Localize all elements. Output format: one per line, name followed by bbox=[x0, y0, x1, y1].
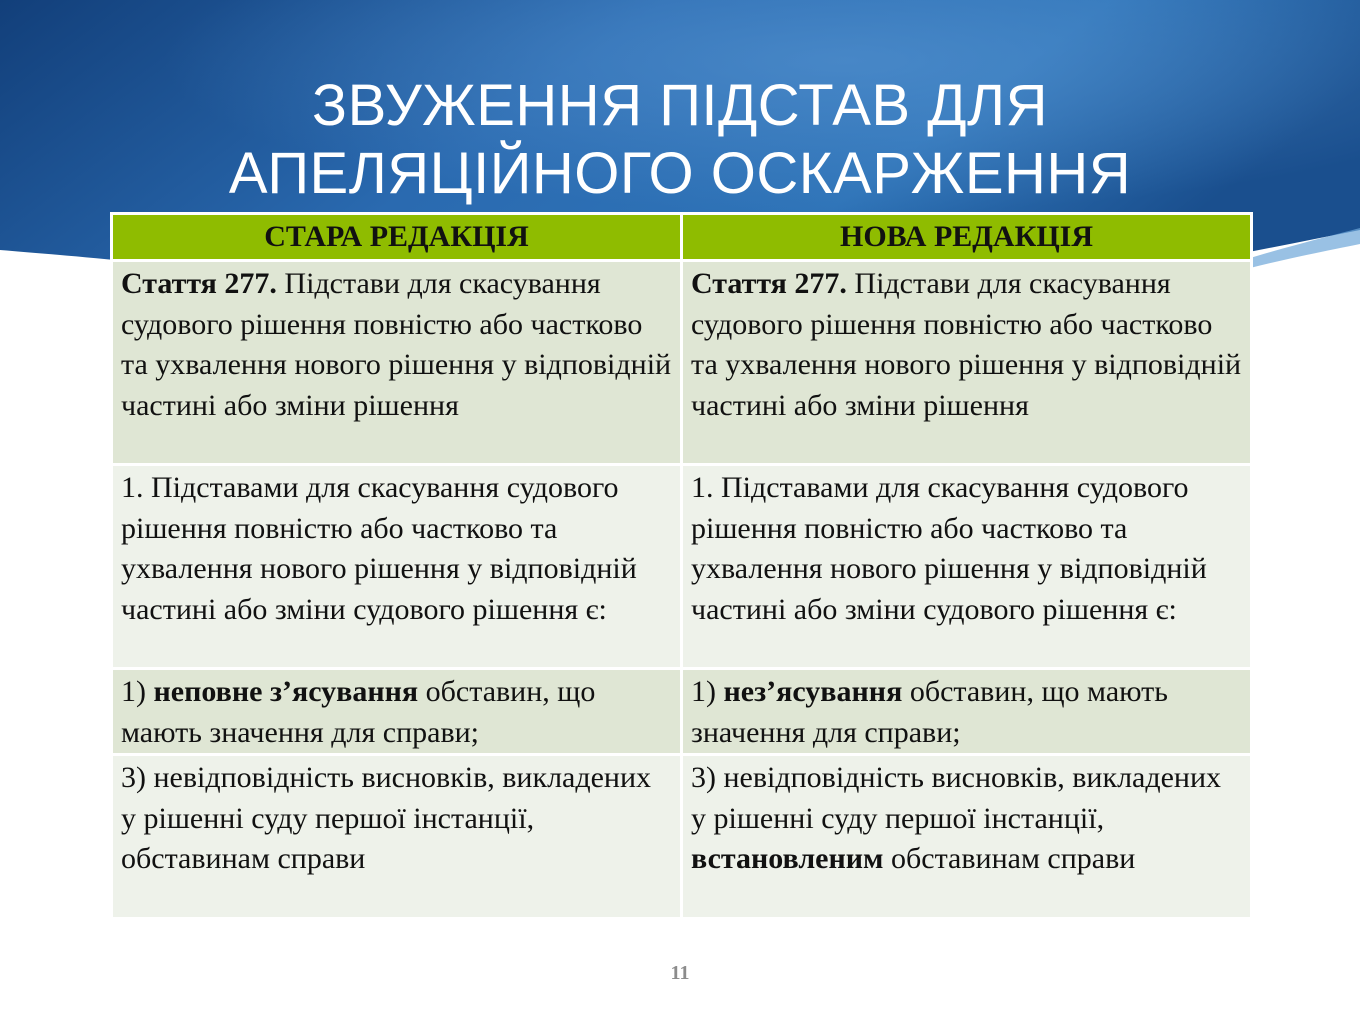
cell-old-clause-1 bbox=[112, 669, 682, 755]
table-row bbox=[112, 669, 1252, 755]
article-number: Стаття 277. bbox=[121, 267, 277, 300]
cell-text: 1) bbox=[691, 675, 724, 708]
cell-old-part-1 bbox=[112, 465, 682, 669]
slide-title-line-1: ЗВУЖЕННЯ ПІДСТАВ ДЛЯ bbox=[312, 73, 1048, 138]
bold-term: нез’ясування bbox=[723, 675, 903, 708]
bold-term: неповне з’ясування bbox=[153, 675, 419, 708]
cell-new-clause-3 bbox=[682, 755, 1252, 919]
cell-old-article bbox=[112, 261, 682, 465]
slide-title-line-2: АПЕЛЯЦІЙНОГО ОСКАРЖЕННЯ bbox=[228, 141, 1132, 206]
cell-text: 1. Підставами для скасування судового рішення повністю або частково та ухвалення нового рішення у відповідній частині або зміни судового рішення є: bbox=[121, 471, 637, 626]
table-row bbox=[112, 261, 1252, 465]
bold-term: встановленим bbox=[691, 842, 884, 875]
cell-text: 1) bbox=[121, 675, 154, 708]
cell-text: Підстави для скасування судового рішення повністю або частково та ухвалення нового рішення у відповідній частині або зміни рішення bbox=[691, 267, 1242, 422]
cell-text: 3) невідповідність висновків, викладених у рішенні суду першої інстанції, bbox=[691, 761, 1222, 835]
cell-text: обставин, що мають значення для справи; bbox=[691, 675, 1168, 749]
cell-text: 3) невідповідність висновків, викладених у рішенні суду першої інстанції, обставинам справи bbox=[121, 761, 652, 875]
cell-text: 1. Підставами для скасування судового рішення повністю або частково та ухвалення нового рішення у відповідній частині або зміни судового рішення є: bbox=[691, 471, 1207, 626]
header-old-edition: СТАРА РЕДАКЦІЯ bbox=[112, 214, 682, 261]
cell-text: обставинам справи bbox=[883, 842, 1136, 875]
cell-new-clause-1 bbox=[682, 669, 1252, 755]
cell-old-clause-3 bbox=[112, 755, 682, 919]
comparison-table bbox=[110, 212, 1253, 920]
slide-title bbox=[0, 72, 1360, 208]
cell-new-part-1 bbox=[682, 465, 1252, 669]
page-number: 11 bbox=[670, 962, 690, 984]
cell-text: обставин, що мають значення для справи; bbox=[121, 675, 596, 749]
cell-new-article bbox=[682, 261, 1252, 465]
article-number: Стаття 277. bbox=[691, 267, 847, 300]
table-row bbox=[112, 755, 1252, 919]
table-row bbox=[112, 465, 1252, 669]
cell-text: Підстави для скасування судового рішення повністю або частково та ухвалення нового рішення у відповідній частині або зміни рішення bbox=[121, 267, 672, 422]
table-header-row bbox=[112, 214, 1252, 261]
header-new-edition: НОВА РЕДАКЦІЯ bbox=[682, 214, 1252, 261]
